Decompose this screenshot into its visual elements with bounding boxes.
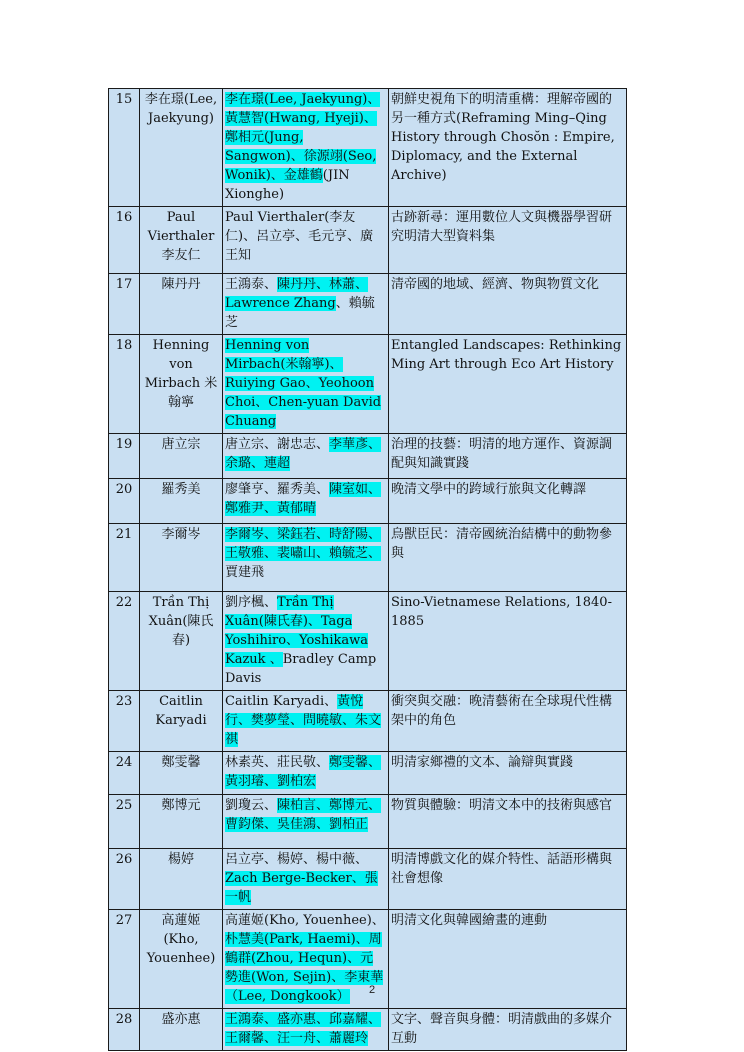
members-cell bbox=[223, 592, 389, 691]
table-row bbox=[109, 592, 627, 691]
highlighted-member-text: 王鴻泰、盛亦惠、邱嘉耀、王爾馨、汪一舟、蕭麗玲 bbox=[225, 1012, 382, 1046]
panel-topic: 衝突與交融：晚清藝術在全球現代性構架中的角色 bbox=[389, 691, 627, 752]
members-cell bbox=[223, 207, 389, 274]
row-number: 24 bbox=[109, 752, 140, 795]
table-row bbox=[109, 335, 627, 434]
panel-topic: 清帝國的地域、經濟、物與物質文化 bbox=[389, 274, 627, 335]
row-number: 17 bbox=[109, 274, 140, 335]
convener-name: Trần Thị Xuân(陳氏春) bbox=[140, 592, 223, 691]
convener-name: 唐立宗 bbox=[140, 434, 223, 479]
convener-name: 陳丹丹 bbox=[140, 274, 223, 335]
highlighted-member-text: 鄭雯馨、 bbox=[329, 755, 382, 770]
member-text: 王鴻泰、 bbox=[225, 277, 278, 292]
table-row bbox=[109, 691, 627, 752]
member-text: 廖肇亨、羅秀美、 bbox=[225, 482, 330, 497]
row-number: 23 bbox=[109, 691, 140, 752]
table-row bbox=[109, 89, 627, 207]
members-cell bbox=[223, 89, 389, 207]
convener-name: 楊婷 bbox=[140, 849, 223, 910]
table-row bbox=[109, 1009, 627, 1051]
highlighted-member-text: Lawrence Zhang bbox=[225, 296, 336, 311]
member-text: Caitlin Karyadi、 bbox=[225, 694, 338, 709]
convener-name: Paul Vierthaler 李友仁 bbox=[140, 207, 223, 274]
row-number: 22 bbox=[109, 592, 140, 691]
convener-name: 鄭博元 bbox=[140, 795, 223, 849]
panel-topic: 治理的技藝：明清的地方運作、資源調配與知識實踐 bbox=[389, 434, 627, 479]
panel-topic: 晚清文學中的跨域行旅與文化轉譯 bbox=[389, 479, 627, 524]
panel-topic: Sino-Vietnamese Relations, 1840-1885 bbox=[389, 592, 627, 691]
panel-topic: Entangled Landscapes: Rethinking Ming Art through Eco Art History bbox=[389, 335, 627, 434]
highlighted-member-text: 黃悅行、 bbox=[225, 694, 364, 728]
members-cell bbox=[223, 335, 389, 434]
table-row bbox=[109, 207, 627, 274]
highlighted-member-text: 李華彥、 bbox=[329, 437, 382, 452]
members-cell bbox=[223, 795, 389, 849]
convener-name: 鄭雯馨 bbox=[140, 752, 223, 795]
members-cell bbox=[223, 479, 389, 524]
panel-topic: 古跡新尋：運用數位人文與機器學習研究明清大型資料集 bbox=[389, 207, 627, 274]
panel-topic: 明清博戲文化的媒介特性、話語形構與社會想像 bbox=[389, 849, 627, 910]
convener-name: 高蓮姬 (Kho, Youenhee) bbox=[140, 910, 223, 1009]
member-text: (JIN Xionghe) bbox=[225, 168, 350, 202]
row-number: 16 bbox=[109, 207, 140, 274]
panel-topic: 文字、聲音與身體：明清戲曲的多媒介互動 bbox=[389, 1009, 627, 1051]
members-cell bbox=[223, 849, 389, 910]
highlighted-member-text: 陳丹丹、林蕭、 bbox=[277, 277, 369, 292]
highlighted-member-text: 鄭雅尹、黃郁晴 bbox=[225, 501, 317, 516]
table-row bbox=[109, 524, 627, 592]
member-text: 劉瓊云、 bbox=[225, 798, 278, 813]
highlighted-member-text: 曹鈞傑、吳佳鴻、劉柏正 bbox=[225, 817, 369, 832]
row-number: 21 bbox=[109, 524, 140, 592]
row-number: 27 bbox=[109, 910, 140, 1009]
row-number: 19 bbox=[109, 434, 140, 479]
member-text: 林素英、莊民敬、 bbox=[225, 755, 330, 770]
panel-topic: 明清文化與韓國繪畫的連動 bbox=[389, 910, 627, 1009]
member-text: 呂立亭、楊婷、楊中薇、 bbox=[225, 852, 369, 867]
highlighted-member-text: 陳柏言、鄭博元、 bbox=[277, 798, 382, 813]
table-row bbox=[109, 752, 627, 795]
table-row bbox=[109, 849, 627, 910]
convener-name: 羅秀美 bbox=[140, 479, 223, 524]
highlighted-member-text: Henning von Mirbach(米翰寧)、Ruiying Gao、Yeohoon Choi、Chen-yuan David Chuang bbox=[225, 338, 382, 429]
member-text: Paul Vierthaler(李友仁)、呂立亭、毛元亨、廣王知 bbox=[225, 210, 374, 263]
highlighted-member-text: Zach Berge-Becker、張一帆 bbox=[225, 871, 378, 905]
table-row bbox=[109, 795, 627, 849]
highlighted-member-text: 陳室如、 bbox=[329, 482, 382, 497]
row-number: 20 bbox=[109, 479, 140, 524]
convener-name: 李在璟(Lee, Jaekyung) bbox=[140, 89, 223, 207]
panel-topic: 朝鮮史視角下的明清重構：理解帝國的另一種方式(Reframing Ming–Qing History through Chosŏn : Empire, Diplomacy, and the External Archive) bbox=[389, 89, 627, 207]
member-text: 賈建飛 bbox=[225, 565, 265, 580]
members-cell bbox=[223, 691, 389, 752]
member-text: 、賴毓芝 bbox=[225, 296, 375, 330]
page-number: 2 bbox=[368, 984, 376, 996]
row-number: 15 bbox=[109, 89, 140, 207]
row-number: 18 bbox=[109, 335, 140, 434]
convener-name: Henning von Mirbach 米翰寧 bbox=[140, 335, 223, 434]
table-row bbox=[109, 434, 627, 479]
panel-topic: 物質與體驗：明清文本中的技術與感官 bbox=[389, 795, 627, 849]
panel-table bbox=[108, 88, 627, 1051]
convener-name: 盛亦惠 bbox=[140, 1009, 223, 1051]
highlighted-member-text: 朴慧美(Park, Haemi)、周鶴群(Zhou, Hequn)、元勢進(Won, Sejin)、李東華（Lee, Dongkook） bbox=[225, 932, 384, 1004]
table-row bbox=[109, 479, 627, 524]
panel-table-body bbox=[109, 89, 627, 1051]
panel-topic: 明清家鄉禮的文本、論辯與實踐 bbox=[389, 752, 627, 795]
member-text: Bradley Camp Davis bbox=[225, 652, 377, 686]
highlighted-member-text: 李爾岑、梁鈺若、時舒陽、王敬雅、裴嘯山、賴毓芝、 bbox=[225, 527, 382, 561]
highlighted-member-text: 余璐、連超 bbox=[225, 456, 291, 471]
row-number: 26 bbox=[109, 849, 140, 910]
table-row bbox=[109, 274, 627, 335]
convener-name: Caitlin Karyadi bbox=[140, 691, 223, 752]
members-cell bbox=[223, 752, 389, 795]
highlighted-member-text: 樊夢瑩、問曉敏、朱文祺 bbox=[225, 713, 382, 747]
member-text: 劉序楓、 bbox=[225, 595, 278, 610]
highlighted-member-text: Trần Thị Xuân(陳氏春)、Taga Yoshihiro、Yoshikawa Kazuk 、 bbox=[225, 595, 369, 667]
highlighted-member-text: 黃羽璿、劉柏宏 bbox=[225, 774, 317, 789]
member-text: 高蓮姬(Kho, Youenhee)、 bbox=[225, 913, 385, 928]
members-cell bbox=[223, 524, 389, 592]
members-cell bbox=[223, 1009, 389, 1051]
panel-topic: 烏獸臣民：清帝國統治結構中的動物參與 bbox=[389, 524, 627, 592]
member-text: 唐立宗、謝忠志、 bbox=[225, 437, 330, 452]
convener-name: 李爾岑 bbox=[140, 524, 223, 592]
row-number: 28 bbox=[109, 1009, 140, 1051]
members-cell bbox=[223, 434, 389, 479]
row-number: 25 bbox=[109, 795, 140, 849]
members-cell bbox=[223, 274, 389, 335]
highlighted-member-text: 李在璟(Lee, Jaekyung)、黃慧智(Hwang, Hyeji)、鄭相元(Jung, Sangwon)、徐源翊(Seo, Wonik)、金雄鶴 bbox=[225, 92, 381, 183]
